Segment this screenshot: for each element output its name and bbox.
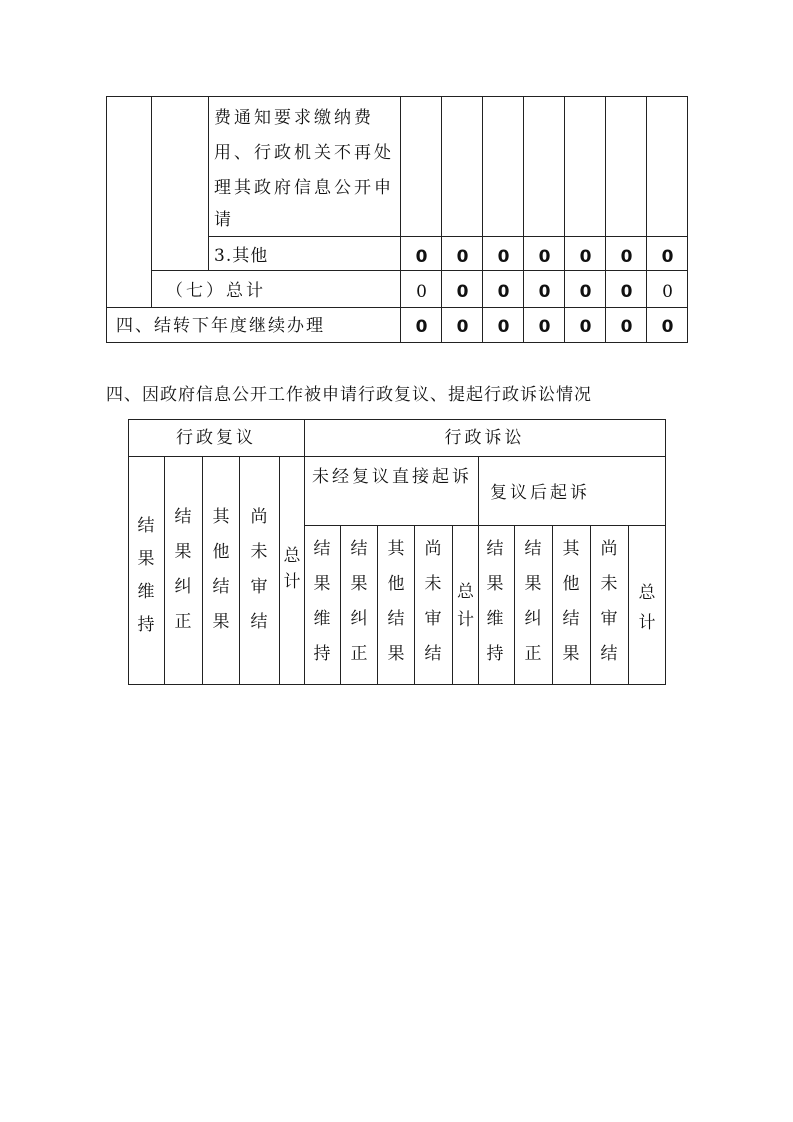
col-header-after-pending [597, 532, 621, 672]
cell-value: 0 [620, 247, 633, 267]
cell-value: 0 [538, 247, 551, 267]
cell-value: 0 [497, 317, 510, 337]
col-header-after-total [635, 578, 659, 638]
cell-value: 0 [456, 317, 469, 337]
col-header-text: 总计 [457, 582, 474, 630]
cell-value: 0 [579, 317, 592, 337]
cell-value: 0 [662, 282, 673, 302]
section-title: 四、因政府信息公开工作被申请行政复议、提起行政诉讼情况 [106, 385, 592, 405]
cell-value: 0 [415, 317, 428, 337]
cell-value: 0 [661, 247, 674, 267]
col-header-text: 尚未审结 [600, 539, 618, 664]
desc-line: 理其政府信息公开申 [214, 178, 394, 198]
cell-value: 0 [538, 282, 551, 302]
col-header-after-other [559, 532, 583, 672]
header-after-review: 复议后起诉 [490, 483, 590, 503]
cell-value: 0 [538, 317, 551, 337]
desc-line: 请 [214, 210, 234, 230]
cell-value: 0 [579, 282, 592, 302]
col-header-direct-pending [421, 532, 445, 672]
header-direct-suit: 未经复议直接起诉 [312, 467, 472, 487]
cell-value: 0 [415, 247, 428, 267]
cell-value: 0 [620, 282, 633, 302]
desc-line: 用、行政机关不再处 [214, 143, 394, 163]
row-label: （七）总计 [166, 281, 266, 301]
col-header-text: 结果维持 [137, 516, 155, 635]
col-header-text: 结果维持 [486, 539, 504, 664]
col-header-after-corrected [521, 532, 545, 672]
col-header-direct-maintained [310, 532, 334, 672]
col-header-text: 结果维持 [313, 539, 331, 664]
col-header-text: 尚未审结 [250, 507, 268, 632]
col-header-review-pending [247, 500, 271, 640]
col-header-review-total [280, 543, 304, 595]
col-header-text: 结果纠正 [350, 539, 368, 664]
col-header-text: 结果纠正 [524, 539, 542, 664]
col-header-after-maintained [483, 532, 507, 672]
col-header-review-other [209, 500, 233, 640]
col-header-direct-corrected [347, 532, 371, 672]
header-admin-review: 行政复议 [176, 428, 256, 448]
header-admin-litigation: 行政诉讼 [444, 428, 525, 448]
col-header-direct-other [384, 532, 408, 672]
col-header-text: 其他结果 [387, 539, 405, 664]
col-header-text: 结果纠正 [174, 507, 192, 632]
col-header-text: 总计 [283, 546, 301, 592]
col-header-review-maintained [134, 510, 158, 642]
col-header-text: 其他结果 [562, 539, 580, 664]
col-header-direct-total [453, 578, 478, 634]
cell-value: 0 [456, 247, 469, 267]
row-label: 四、结转下年度继续办理 [116, 316, 325, 336]
col-header-text: 尚未审结 [424, 539, 442, 664]
cell-value: 0 [620, 317, 633, 337]
col-header-review-corrected [171, 500, 195, 640]
cell-value: 0 [456, 282, 469, 302]
col-header-text: 总计 [638, 583, 656, 633]
desc-line: 费通知要求缴纳费 [214, 108, 374, 128]
cell-value: 0 [579, 247, 592, 267]
row-label: 3.其他 [214, 246, 269, 266]
cell-value: 0 [497, 247, 510, 267]
cell-value: 0 [416, 282, 427, 302]
col-header-text: 其他结果 [212, 507, 230, 632]
cell-value: 0 [497, 282, 510, 302]
cell-value: 0 [661, 317, 674, 337]
